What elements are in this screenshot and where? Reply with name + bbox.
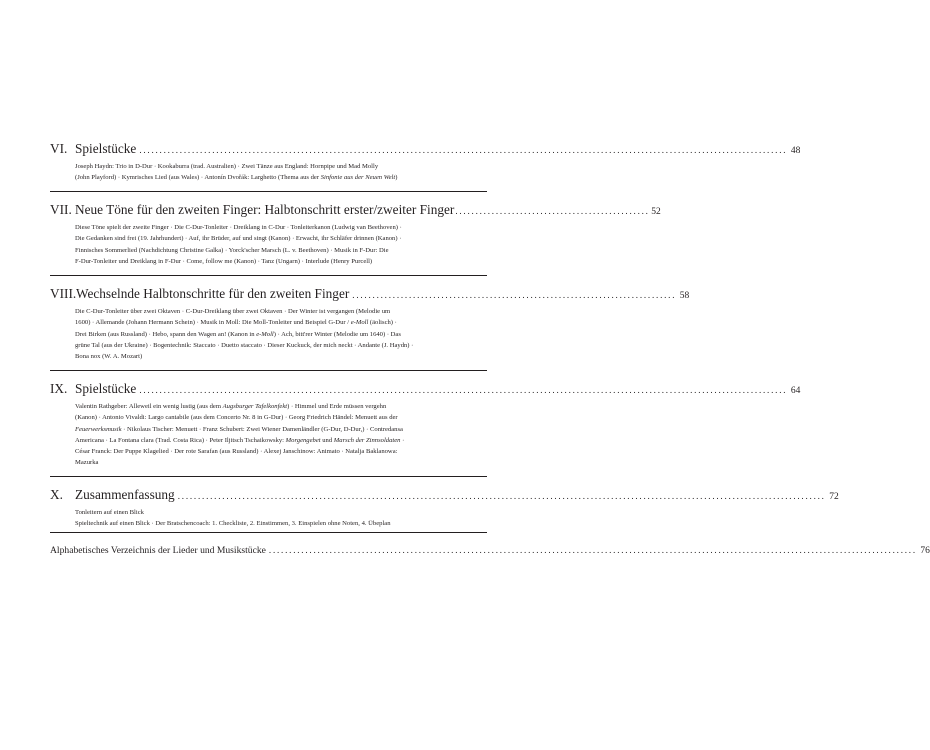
contents-italic-title: e-Moll	[256, 330, 274, 338]
toc-entry-heading	[50, 487, 839, 505]
section-divider	[50, 532, 487, 533]
dot-leader: ................................................................................	[352, 290, 677, 300]
contents-line: (Kanon) · Antonio Vivaldi: Largo cantabile (aus dem Concerto Nr. 8 in G-Dur) · Georg Friedrich Händel: Menuett aus der	[75, 414, 398, 422]
page-number: 76	[920, 546, 930, 556]
chapter-title: Spielstücke	[75, 141, 137, 156]
toc-entry-10[interactable]	[50, 487, 839, 529]
dot-leader: ................................................................................................................................................................	[177, 491, 826, 501]
contents-line: Die Gedanken sind frei (19. Jahrhundert) · Auf, ihr Brüder, auf und singt (Kanon) · Erwacht, ihr Schläfer drinnen (Kanon) ·	[75, 235, 402, 243]
toc-entry-heading	[50, 381, 801, 399]
contents-line: Valentin Rathgeber: Alleweil ein wenig lustig (aus dem Augsburger Tafelkonfekt) · Himmel und Erde müssen vergehn	[75, 403, 387, 410]
contents-line: Diese Töne spielt der zweite Finger · Die C-Dur-Tonleiter · Dreiklang in C-Dur · Tonleiterkanon (Ludwig van Beethoven) ·	[75, 224, 402, 231]
contents-line: César Franck: Der Puppe Klagelied · Der rote Sarafan (aus Russland) · Alexej Janschinow: Animato · Natalja Baklanowa:	[75, 448, 398, 456]
chapter-number: VI.	[50, 141, 68, 156]
contents-italic-title: Morgengebet	[285, 436, 321, 444]
dot-leader: ................................................................................................................................................................	[139, 385, 788, 395]
chapter-contents	[75, 222, 487, 267]
contents-line: F-Dur-Tonleiter und Dreiklang in F-Dur · Come, follow me (Kanon) · Tanz (Ungarn) · Interlude (Henry Purcell)	[75, 257, 373, 265]
chapter-title: Spielstücke	[75, 381, 137, 396]
chapter-title: Wechselnde Halbtonschritte für den zweiten Finger	[76, 286, 350, 301]
index-title: Alphabetisches Verzeichnis der Lieder und Musikstücke	[50, 545, 266, 556]
contents-line: Finnisches Sommerlied (Nachdichtung Christine Galka) · Yorck'scher Marsch (L. v. Beethoven) · Musik in F-Dur: Die	[75, 246, 389, 254]
contents-text: (John Playford) · Kymrisches Lied (aus Wales) · Antonín Dvořák: Larghetto (Thema aus der	[75, 174, 321, 182]
contents-line: Feuerwerksmusik · Nikolaus Tischer: Menuett · Franz Schubert: Zwei Wiener Damenländler (G-Dur, D-Dur,) · Contredansa	[75, 425, 403, 433]
chapter-title: Neue Töne für den zweiten Finger: Halbtonschritt erster/zweiter Finger	[75, 202, 455, 217]
section-divider	[50, 275, 487, 276]
toc-entry-heading	[50, 141, 801, 159]
page-number: 52	[651, 207, 661, 217]
contents-italic-title: Sinfonie aus der Neuen Welt	[320, 174, 396, 182]
page-number: 72	[829, 492, 839, 502]
contents-italic-title: Feuerwerksmusik	[75, 425, 122, 433]
table-of-contents	[50, 141, 930, 557]
contents-italic-title: Marsch der Zinnsoldaten	[333, 436, 401, 444]
toc-entry-8[interactable]	[50, 286, 690, 367]
contents-line: Mazurka	[75, 459, 99, 467]
page-number: 58	[679, 291, 690, 301]
chapter-contents	[75, 161, 487, 184]
page-number: 64	[790, 386, 801, 396]
contents-line: Tonleitern auf einen Blick	[75, 509, 144, 516]
contents-text: )	[395, 174, 398, 182]
chapter-number: IX.	[50, 381, 68, 396]
contents-italic-title: e-Moll	[350, 319, 369, 327]
toc-entry-index[interactable]	[50, 544, 930, 557]
toc-entry-6[interactable]	[50, 141, 801, 188]
dot-leader: ................................................	[455, 206, 650, 216]
contents-line: Americana · La Fontana clara (Trad. Costa Rica) · Peter Iljitsch Tschaikowsky: Morgengebet und Marsch der Zinnsoldaten ·	[75, 436, 405, 444]
chapter-contents	[75, 306, 487, 362]
toc-entry-9[interactable]	[50, 381, 801, 473]
chapter-number: X.	[50, 487, 63, 502]
chapter-contents	[75, 401, 487, 469]
contents-line: Joseph Haydn: Trio in D-Dur · Kookaburra (trad. Australien) · Zwei Tänze aus England: Hornpipe und Mad Molly	[75, 163, 379, 170]
contents-line: Drei Birken (aus Russland) · Hebo, spann den Wagen an! (Kanon in e-Moll) · Ach, bitt'rer Winter (Melodie um 1640) · Das	[75, 330, 401, 338]
contents-line: 1600) · Allemande (Johann Hermann Schein) · Musik in Moll: Die Moll-Tonleiter und Beispiel G-Dur / e-Moll (äolisch) ·	[75, 319, 397, 327]
chapter-number: VII.	[50, 202, 72, 217]
toc-entry-7[interactable]	[50, 202, 661, 272]
chapter-contents	[75, 507, 487, 530]
dot-leader: ................................................................................................................................................................	[139, 145, 788, 155]
toc-entry-heading	[50, 286, 690, 304]
chapter-title: Zusammenfassung	[75, 487, 175, 502]
chapter-number: VIII.	[50, 286, 77, 301]
contents-line: Bona nox (W. A. Mozart)	[75, 353, 143, 361]
section-divider	[50, 370, 487, 371]
dot-leader: ................................................................................................................................................................	[268, 545, 917, 555]
section-divider	[50, 191, 487, 192]
section-divider	[50, 476, 487, 477]
toc-entry-heading	[50, 544, 930, 557]
contents-line: grüne Tal (aus der Ukraine) · Bogentechnik: Staccato · Duetto staccato · Dieser Kuckuck, der mich neckt · Andante (J. Haydn) ·	[75, 341, 414, 349]
contents-line: Die C-Dur-Tonleiter über zwei Oktaven · C-Dur-Dreiklang über zwei Oktaven · Der Winter ist vergangen (Melodie um	[75, 308, 391, 315]
page-number: 48	[790, 146, 801, 156]
contents-line	[75, 172, 487, 183]
contents-line: Spieltechnik auf einen Blick · Der Bratschencoach: 1. Checkliste, 2. Einstimmen, 3. Einspielen ohne Noten, 4. Übeplan	[75, 520, 391, 528]
toc-entry-heading	[50, 202, 661, 220]
contents-italic-title: Augsburger Tafelkonfekt	[222, 403, 288, 410]
